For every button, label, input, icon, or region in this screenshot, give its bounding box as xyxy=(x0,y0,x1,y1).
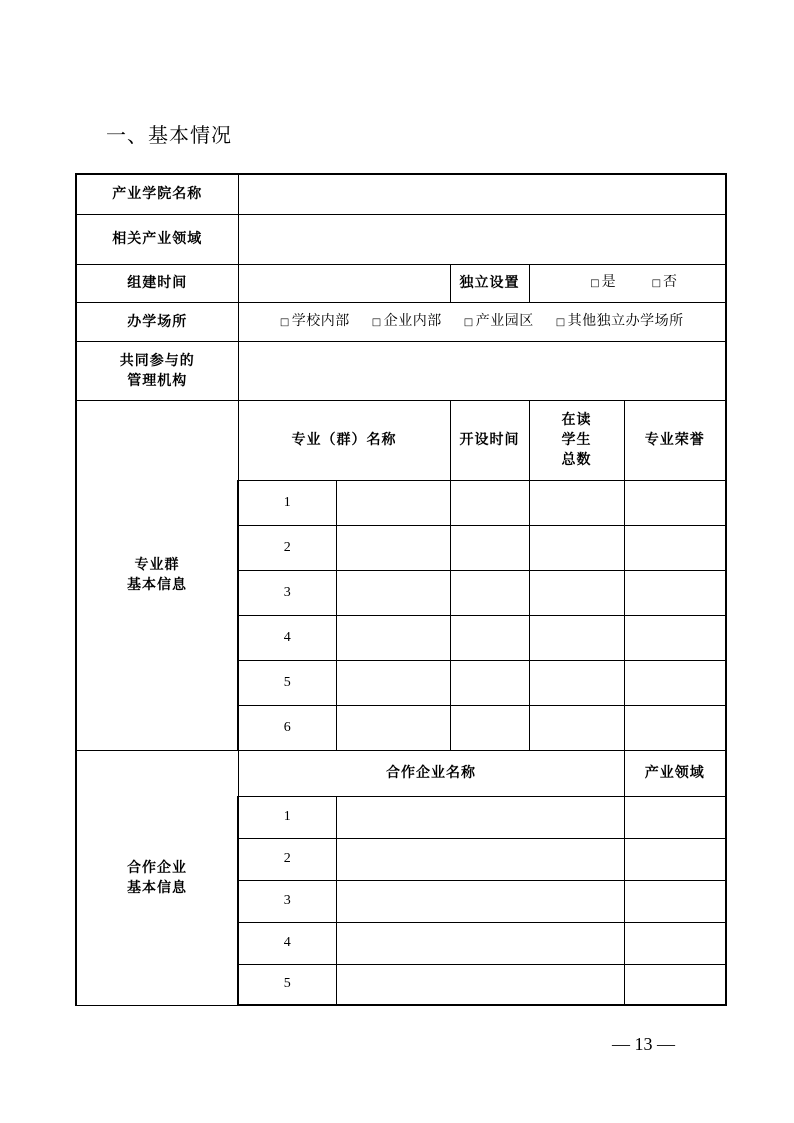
majors-section-label: 专业群 基本信息 xyxy=(76,400,238,750)
basic-info-table xyxy=(75,173,727,1006)
start-time-cell[interactable] xyxy=(450,615,529,660)
checkbox-icon: □ xyxy=(590,278,600,289)
students-cell[interactable] xyxy=(529,480,624,525)
venue-label: 办学场所 xyxy=(76,302,238,341)
enterprise-field-cell[interactable] xyxy=(624,796,726,838)
founding-time-label: 组建时间 xyxy=(76,264,238,302)
row-number: 3 xyxy=(238,570,336,615)
honors-cell[interactable] xyxy=(624,570,726,615)
row-industry-field xyxy=(76,214,726,264)
founding-time-field[interactable] xyxy=(238,264,450,302)
row-number: 4 xyxy=(238,922,336,964)
honors-cell[interactable] xyxy=(624,480,726,525)
row-number: 2 xyxy=(238,838,336,880)
independent-options xyxy=(529,264,726,302)
start-time-cell[interactable] xyxy=(450,705,529,750)
row-number: 1 xyxy=(238,796,336,838)
enterprise-name-header: 合作企业名称 xyxy=(238,750,624,796)
section-title: 一、基本情况 xyxy=(106,123,232,147)
start-time-cell[interactable] xyxy=(450,525,529,570)
checkbox-icon: □ xyxy=(279,316,290,328)
students-cell[interactable] xyxy=(529,525,624,570)
enterprise-name-cell[interactable] xyxy=(336,922,624,964)
row-venue xyxy=(76,302,726,341)
major-name-header: 专业（群）名称 xyxy=(238,400,450,480)
enterprise-field-cell[interactable] xyxy=(624,922,726,964)
honors-cell[interactable] xyxy=(624,615,726,660)
row-management xyxy=(76,341,726,400)
row-number: 5 xyxy=(238,964,336,1005)
enterprise-name-cell[interactable] xyxy=(336,796,624,838)
students-header: 在读 学生 总数 xyxy=(529,400,624,480)
venue-option-other[interactable]: □ 其他独立办学场所 xyxy=(555,312,684,329)
row-number: 3 xyxy=(238,880,336,922)
option-no[interactable]: □ 否 xyxy=(651,274,678,290)
row-number: 6 xyxy=(238,705,336,750)
row-founding-time xyxy=(76,264,726,302)
major-name-cell[interactable] xyxy=(336,570,450,615)
independent-label: 独立设置 xyxy=(450,264,529,302)
college-name-label: 产业学院名称 xyxy=(76,174,238,214)
students-cell[interactable] xyxy=(529,705,624,750)
row-number: 4 xyxy=(238,615,336,660)
management-label: 共同参与的 管理机构 xyxy=(76,341,238,400)
venue-option-school[interactable]: □ 学校内部 xyxy=(279,312,350,329)
students-cell[interactable] xyxy=(529,615,624,660)
checkbox-icon: □ xyxy=(371,316,382,328)
enterprise-field-cell[interactable] xyxy=(624,838,726,880)
option-yes[interactable]: □ 是 xyxy=(590,274,616,290)
page-number: — 13 — xyxy=(612,1034,675,1054)
industry-field-field[interactable] xyxy=(238,214,726,264)
start-time-cell[interactable] xyxy=(450,570,529,615)
enterprise-field-cell[interactable] xyxy=(624,880,726,922)
major-name-cell[interactable] xyxy=(336,615,450,660)
enterprise-field-cell[interactable] xyxy=(624,964,726,1005)
major-name-cell[interactable] xyxy=(336,660,450,705)
enterprise-field-header: 产业领域 xyxy=(624,750,726,796)
checkbox-icon: □ xyxy=(463,316,474,328)
majors-header-row xyxy=(76,400,726,480)
checkbox-icon: □ xyxy=(555,316,566,328)
row-college-name xyxy=(76,174,726,214)
industry-field-label: 相关产业领域 xyxy=(76,214,238,264)
major-name-cell[interactable] xyxy=(336,480,450,525)
enterprise-name-cell[interactable] xyxy=(336,838,624,880)
venue-options xyxy=(238,302,726,341)
college-name-field[interactable] xyxy=(238,174,726,214)
honors-cell[interactable] xyxy=(624,660,726,705)
enterprise-name-cell[interactable] xyxy=(336,964,624,1005)
row-number: 1 xyxy=(238,480,336,525)
enterprise-name-cell[interactable] xyxy=(336,880,624,922)
honors-cell[interactable] xyxy=(624,705,726,750)
start-time-cell[interactable] xyxy=(450,660,529,705)
checkbox-icon: □ xyxy=(651,278,662,289)
management-field[interactable] xyxy=(238,341,726,400)
honors-header: 专业荣誉 xyxy=(624,400,726,480)
honors-cell[interactable] xyxy=(624,525,726,570)
start-time-cell[interactable] xyxy=(450,480,529,525)
students-cell[interactable] xyxy=(529,570,624,615)
venue-option-enterprise[interactable]: □ 企业内部 xyxy=(371,312,442,329)
major-name-cell[interactable] xyxy=(336,705,450,750)
row-number: 5 xyxy=(238,660,336,705)
venue-option-park[interactable]: □ 产业园区 xyxy=(463,312,534,329)
enterprises-header-row xyxy=(76,750,726,796)
enterprises-section-label: 合作企业 基本信息 xyxy=(76,750,238,1005)
students-cell[interactable] xyxy=(529,660,624,705)
start-time-header: 开设时间 xyxy=(450,400,529,480)
row-number: 2 xyxy=(238,525,336,570)
major-name-cell[interactable] xyxy=(336,525,450,570)
